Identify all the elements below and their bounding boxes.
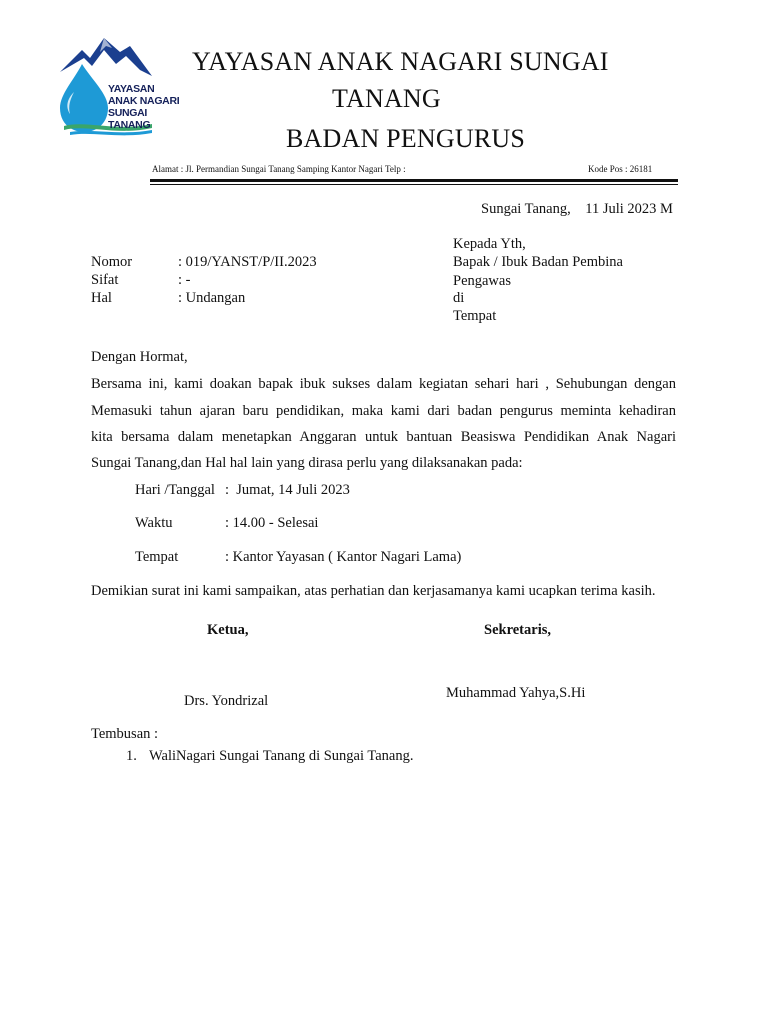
organization-unit: BADAN PENGURUS xyxy=(286,124,525,153)
letter-date: Sungai Tanang, 11 Juli 2023 M xyxy=(481,201,673,217)
organization-logo xyxy=(56,36,184,136)
postcode: Kode Pos : 26181 xyxy=(588,164,653,174)
schedule-label-place: Tempat xyxy=(135,549,179,565)
logo-text-line: ANAK NAGARI xyxy=(108,95,180,107)
body-paragraph-line: Sungai Tanang,dan Hal hal lain yang dirasa perlu yang dilaksanakan pada: xyxy=(91,455,523,471)
meta-value-hal: : Undangan xyxy=(178,290,246,306)
meta-value-sifat: : - xyxy=(178,272,191,288)
tembusan-item-text: WaliNagari Sungai Tanang di Sungai Tanang. xyxy=(149,748,414,764)
meta-label-nomor: Nomor xyxy=(91,254,133,270)
logo-text-line: SUNGAI TANANG xyxy=(108,107,151,131)
recipient-line: Bapak / Ibuk Badan Pembina xyxy=(453,254,623,270)
schedule-value-date: : Jumat, 14 Juli 2023 xyxy=(225,482,350,498)
meta-label-sifat: Sifat xyxy=(91,272,119,288)
recipient-line: Pengawas xyxy=(453,273,511,289)
tembusan-heading: Tembusan : xyxy=(91,726,159,742)
signature-name-secretary: Muhammad Yahya,S.Hi xyxy=(446,685,586,701)
closing-sentence: Demikian surat ini kami sampaikan, atas perhatian dan kerjasamanya kami ucapkan terima kasih. xyxy=(91,583,656,599)
logo-text-line: YAYASAN xyxy=(108,83,155,95)
recipient-line: Tempat xyxy=(453,308,497,324)
schedule-label-time: Waktu xyxy=(135,515,173,531)
organization-name-line1: YAYASAN ANAK NAGARI SUNGAI xyxy=(192,47,609,76)
schedule-value-time: : 14.00 - Selesai xyxy=(225,515,319,531)
header-rule-thin xyxy=(150,184,678,185)
salutation: Dengan Hormat, xyxy=(91,349,188,365)
signature-name-chair: Drs. Yondrizal xyxy=(184,693,269,709)
recipient-line: di xyxy=(453,290,465,306)
body-paragraph-line: Memasuki tahun ajaran baru pendidikan, maka kami dari badan pengurus meminta kehadiran xyxy=(91,403,676,419)
signature-title-chair: Ketua, xyxy=(207,622,249,638)
header-rule-thick xyxy=(150,179,678,182)
recipient-line: Kepada Yth, xyxy=(453,236,526,252)
body-paragraph-line: kita bersama dalam menetapkan Anggaran untuk bantuan Beasiswa Pendidikan Anak Nagari xyxy=(91,429,676,445)
address-line: Alamat : Jl. Permandian Sungai Tanang Samping Kantor Nagari Telp : xyxy=(152,164,406,174)
meta-label-hal: Hal xyxy=(91,290,112,306)
tembusan-item-number: 1. xyxy=(126,748,137,764)
body-paragraph-line: Bersama ini, kami doakan bapak ibuk sukses dalam kegiatan sehari hari , Sehubungan dengan xyxy=(91,376,676,392)
schedule-label-date: Hari /Tanggal xyxy=(135,482,215,498)
signature-title-secretary: Sekretaris, xyxy=(484,622,551,638)
organization-name-line2: TANANG xyxy=(332,84,441,113)
logo-text xyxy=(108,83,184,131)
schedule-value-place: : Kantor Yayasan ( Kantor Nagari Lama) xyxy=(225,549,462,565)
meta-value-nomor: : 019/YANST/P/II.2023 xyxy=(178,254,317,270)
